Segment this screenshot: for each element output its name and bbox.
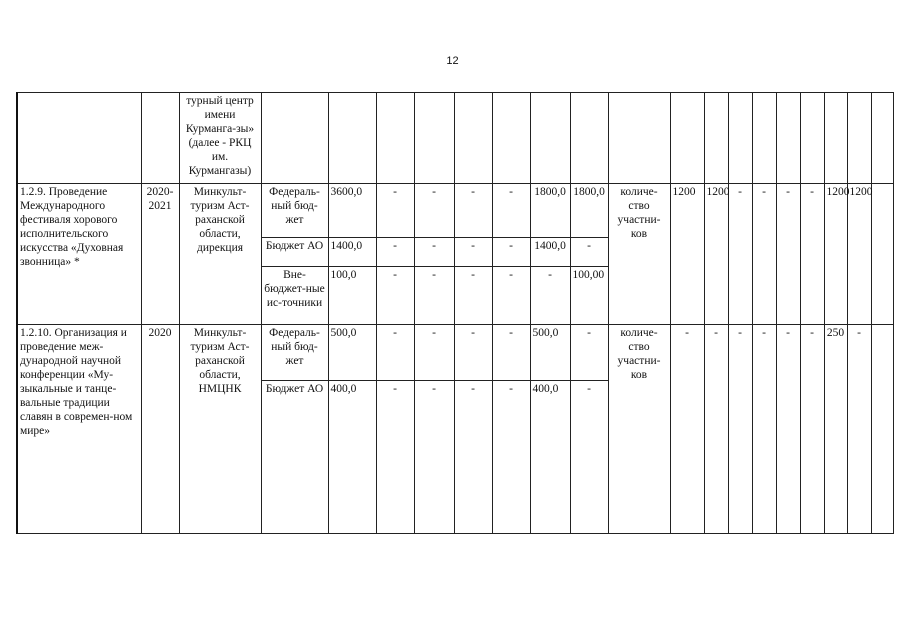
funding-value: 1400,0 [530,238,570,267]
funding-source: Федераль-ный бюд-жет [261,325,328,381]
indicator-value: - [728,184,752,325]
funding-value: - [492,267,530,325]
indicator-value: - [800,184,824,325]
indicator-value: - [752,325,776,534]
funding-value: - [376,184,414,238]
indicator-value: - [800,325,824,534]
funding-value: 1800,0 [530,184,570,238]
funding-total: 3600,0 [328,184,376,238]
funding-value: 100,00 [570,267,608,325]
funding-value: - [414,381,454,534]
indicator-value: - [752,184,776,325]
funding-table [16,92,894,534]
funding-total: 400,0 [328,381,376,534]
table-row [17,325,893,381]
funding-value: - [492,381,530,534]
funding-value: - [570,325,608,381]
page-number: 12 [446,55,459,67]
funding-value: - [376,381,414,534]
funding-value: - [414,267,454,325]
funding-value: - [376,238,414,267]
funding-value: 400,0 [530,381,570,534]
indicator-value: 250 [824,325,847,534]
funding-source: Федераль-ный бюд-жет [261,184,328,238]
period-cell: 2020 [141,325,179,534]
table-row [17,184,893,238]
funding-value: - [454,381,492,534]
period-cell: 2020-2021 [141,184,179,325]
funding-value: - [414,238,454,267]
indicator-value: - [847,325,871,534]
indicator-value: - [776,325,800,534]
indicator-value: - [776,184,800,325]
funding-value: - [454,184,492,238]
measure-name: 1.2.10. Организация и проведение меж-дународной научной конференции «Му-зыкальные и танце-вальные традиции славян в современ-ном мире» [17,325,141,534]
executor-cell: Минкульт-туризм Аст-раханской области, дирекция [179,184,261,325]
funding-value: - [454,267,492,325]
funding-value: - [492,325,530,381]
indicator-cell: количе-ство участни-ков [608,184,670,325]
executor-cell: Минкульт-туризм Аст-раханской области, НМЦНК [179,325,261,534]
indicator-value: - [704,325,728,534]
measure-name: 1.2.9. Проведение Международного фестиваля хорового исполнительского искусства «Духовная звонница» * [17,184,141,325]
funding-value: - [454,238,492,267]
funding-source: Вне-бюджет-ные ис-точники [261,267,328,325]
funding-total: 100,0 [328,267,376,325]
funding-value: - [414,325,454,381]
funding-value: - [376,267,414,325]
funding-value: - [454,325,492,381]
funding-value: - [376,325,414,381]
funding-value: - [570,238,608,267]
funding-value: 500,0 [530,325,570,381]
funding-source: Бюджет АО [261,381,328,534]
indicator-value: - [670,325,704,534]
funding-total: 1400,0 [328,238,376,267]
funding-value: - [492,184,530,238]
funding-value: 1800,0 [570,184,608,238]
funding-total: 500,0 [328,325,376,381]
funding-value: - [530,267,570,325]
indicator-value: - [728,325,752,534]
funding-source: Бюджет АО [261,238,328,267]
funding-value: - [492,238,530,267]
indicator-value: 1200 [824,184,847,325]
executor-cell: турный центр имени Курманга-зы» (далее - РКЦ им. Курмангазы) [179,93,261,184]
indicator-cell: количе-ство участни-ков [608,325,670,534]
indicator-value: 1200 [847,184,871,325]
funding-value: - [414,184,454,238]
indicator-value: 1200 [670,184,704,325]
indicator-value: 1200 [704,184,728,325]
funding-value: - [570,381,608,534]
continuation-row [17,93,893,184]
